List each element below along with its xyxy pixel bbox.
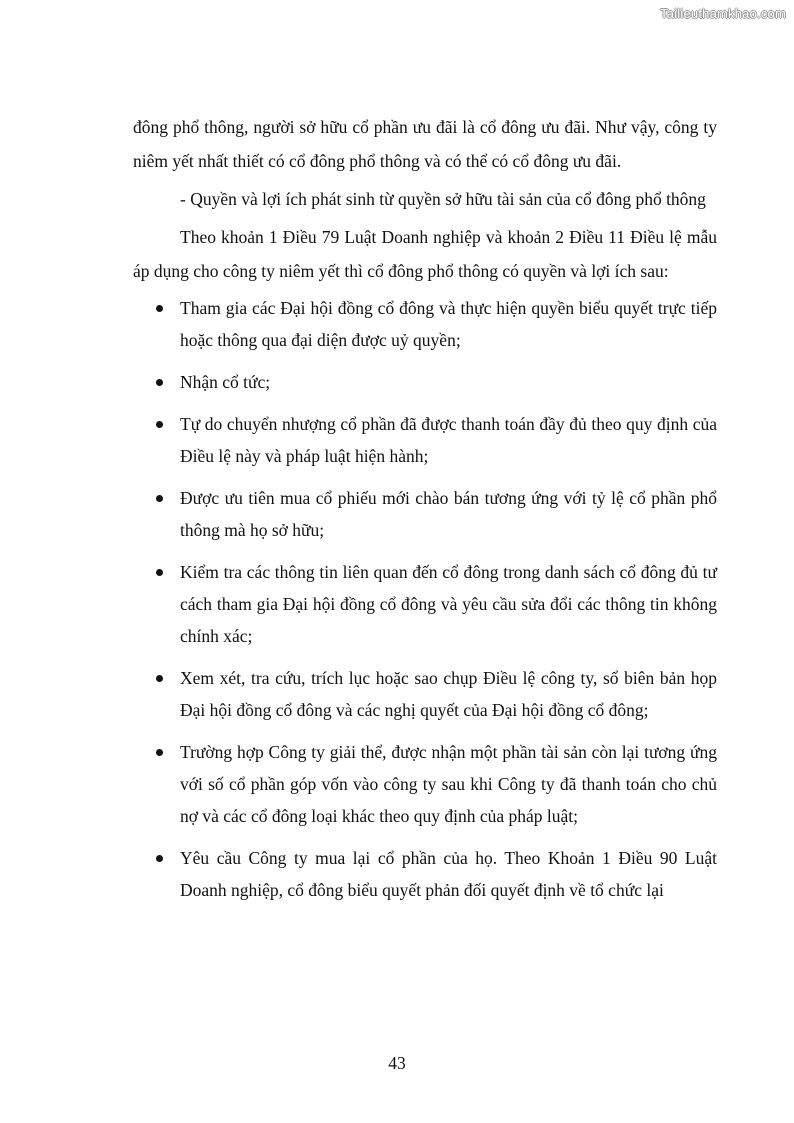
page-number: 43 xyxy=(388,1053,406,1073)
list-item-text: Tự do chuyển nhượng cổ phần đã được thanh toán đầy đủ theo quy định của Điều lệ này và pháp luật hiện hành; xyxy=(180,414,717,466)
bullet-icon xyxy=(156,495,163,502)
document-body xyxy=(133,110,717,916)
list-item xyxy=(133,736,717,832)
list-item-text: Kiểm tra các thông tin liên quan đến cổ đông trong danh sách cổ đông đủ tư cách tham gia Đại hội đồng cổ đông và yêu cầu sửa đổi các thông tin không chính xác; xyxy=(180,562,717,646)
bullet-icon xyxy=(156,675,163,682)
bullet-icon xyxy=(156,421,163,428)
list-item xyxy=(133,842,717,906)
paragraph-rights-heading: - Quyền và lợi ích phát sinh từ quyền sở hữu tài sản của cổ đông phổ thông xyxy=(180,189,706,209)
list-item xyxy=(133,482,717,546)
list-item xyxy=(133,662,717,726)
list-item xyxy=(133,366,717,398)
list-item-text: Tham gia các Đại hội đồng cổ đông và thực hiện quyền biểu quyết trực tiếp hoặc thông qua đại diện được uỷ quyền; xyxy=(180,298,717,350)
list-item xyxy=(133,292,717,356)
bullet-icon xyxy=(156,749,163,756)
list-item-text: Xem xét, tra cứu, trích lục hoặc sao chụp Điều lệ công ty, sổ biên bản họp Đại hội đồng cổ đông và các nghị quyết của Đại hội đồng cổ đông; xyxy=(180,668,717,720)
list-item xyxy=(133,408,717,472)
bullet-icon xyxy=(156,379,163,386)
list-item-text: Được ưu tiên mua cổ phiếu mới chào bán tương ứng với tỷ lệ cổ phần phổ thông mà họ sở hữu; xyxy=(180,488,717,540)
list-item xyxy=(133,556,717,652)
list-item-text: Yêu cầu Công ty mua lại cổ phần của họ. Theo Khoản 1 Điều 90 Luật Doanh nghiệp, cổ đông biểu quyết phản đối quyết định về tổ chức lại xyxy=(180,848,717,900)
bullet-icon xyxy=(156,569,163,576)
list-item-text: Trường hợp Công ty giải thể, được nhận một phần tài sản còn lại tương ứng với số cổ phần góp vốn vào công ty sau khi Công ty đã thanh toán cho chủ nợ và các cổ đông loại khác theo quy định của pháp luật; xyxy=(180,742,717,826)
watermark: Tailieuthamkhao.com xyxy=(660,6,786,21)
list-item-text: Nhận cổ tức; xyxy=(180,372,271,392)
rights-list xyxy=(133,292,717,906)
paragraph-legal-basis: Theo khoản 1 Điều 79 Luật Doanh nghiệp và khoản 2 Điều 11 Điều lệ mẫu áp dụng cho công ty niêm yết thì cổ đông phổ thông có quyền và lợi ích sau: xyxy=(133,227,717,281)
bullet-icon xyxy=(156,855,163,862)
bullet-icon xyxy=(156,305,163,312)
paragraph-continuation: đông phổ thông, người sở hữu cổ phần ưu đãi là cổ đông ưu đãi. Như vậy, công ty niêm yết nhất thiết có cổ đông phổ thông và có thể có cổ đông ưu đãi. xyxy=(133,117,717,171)
